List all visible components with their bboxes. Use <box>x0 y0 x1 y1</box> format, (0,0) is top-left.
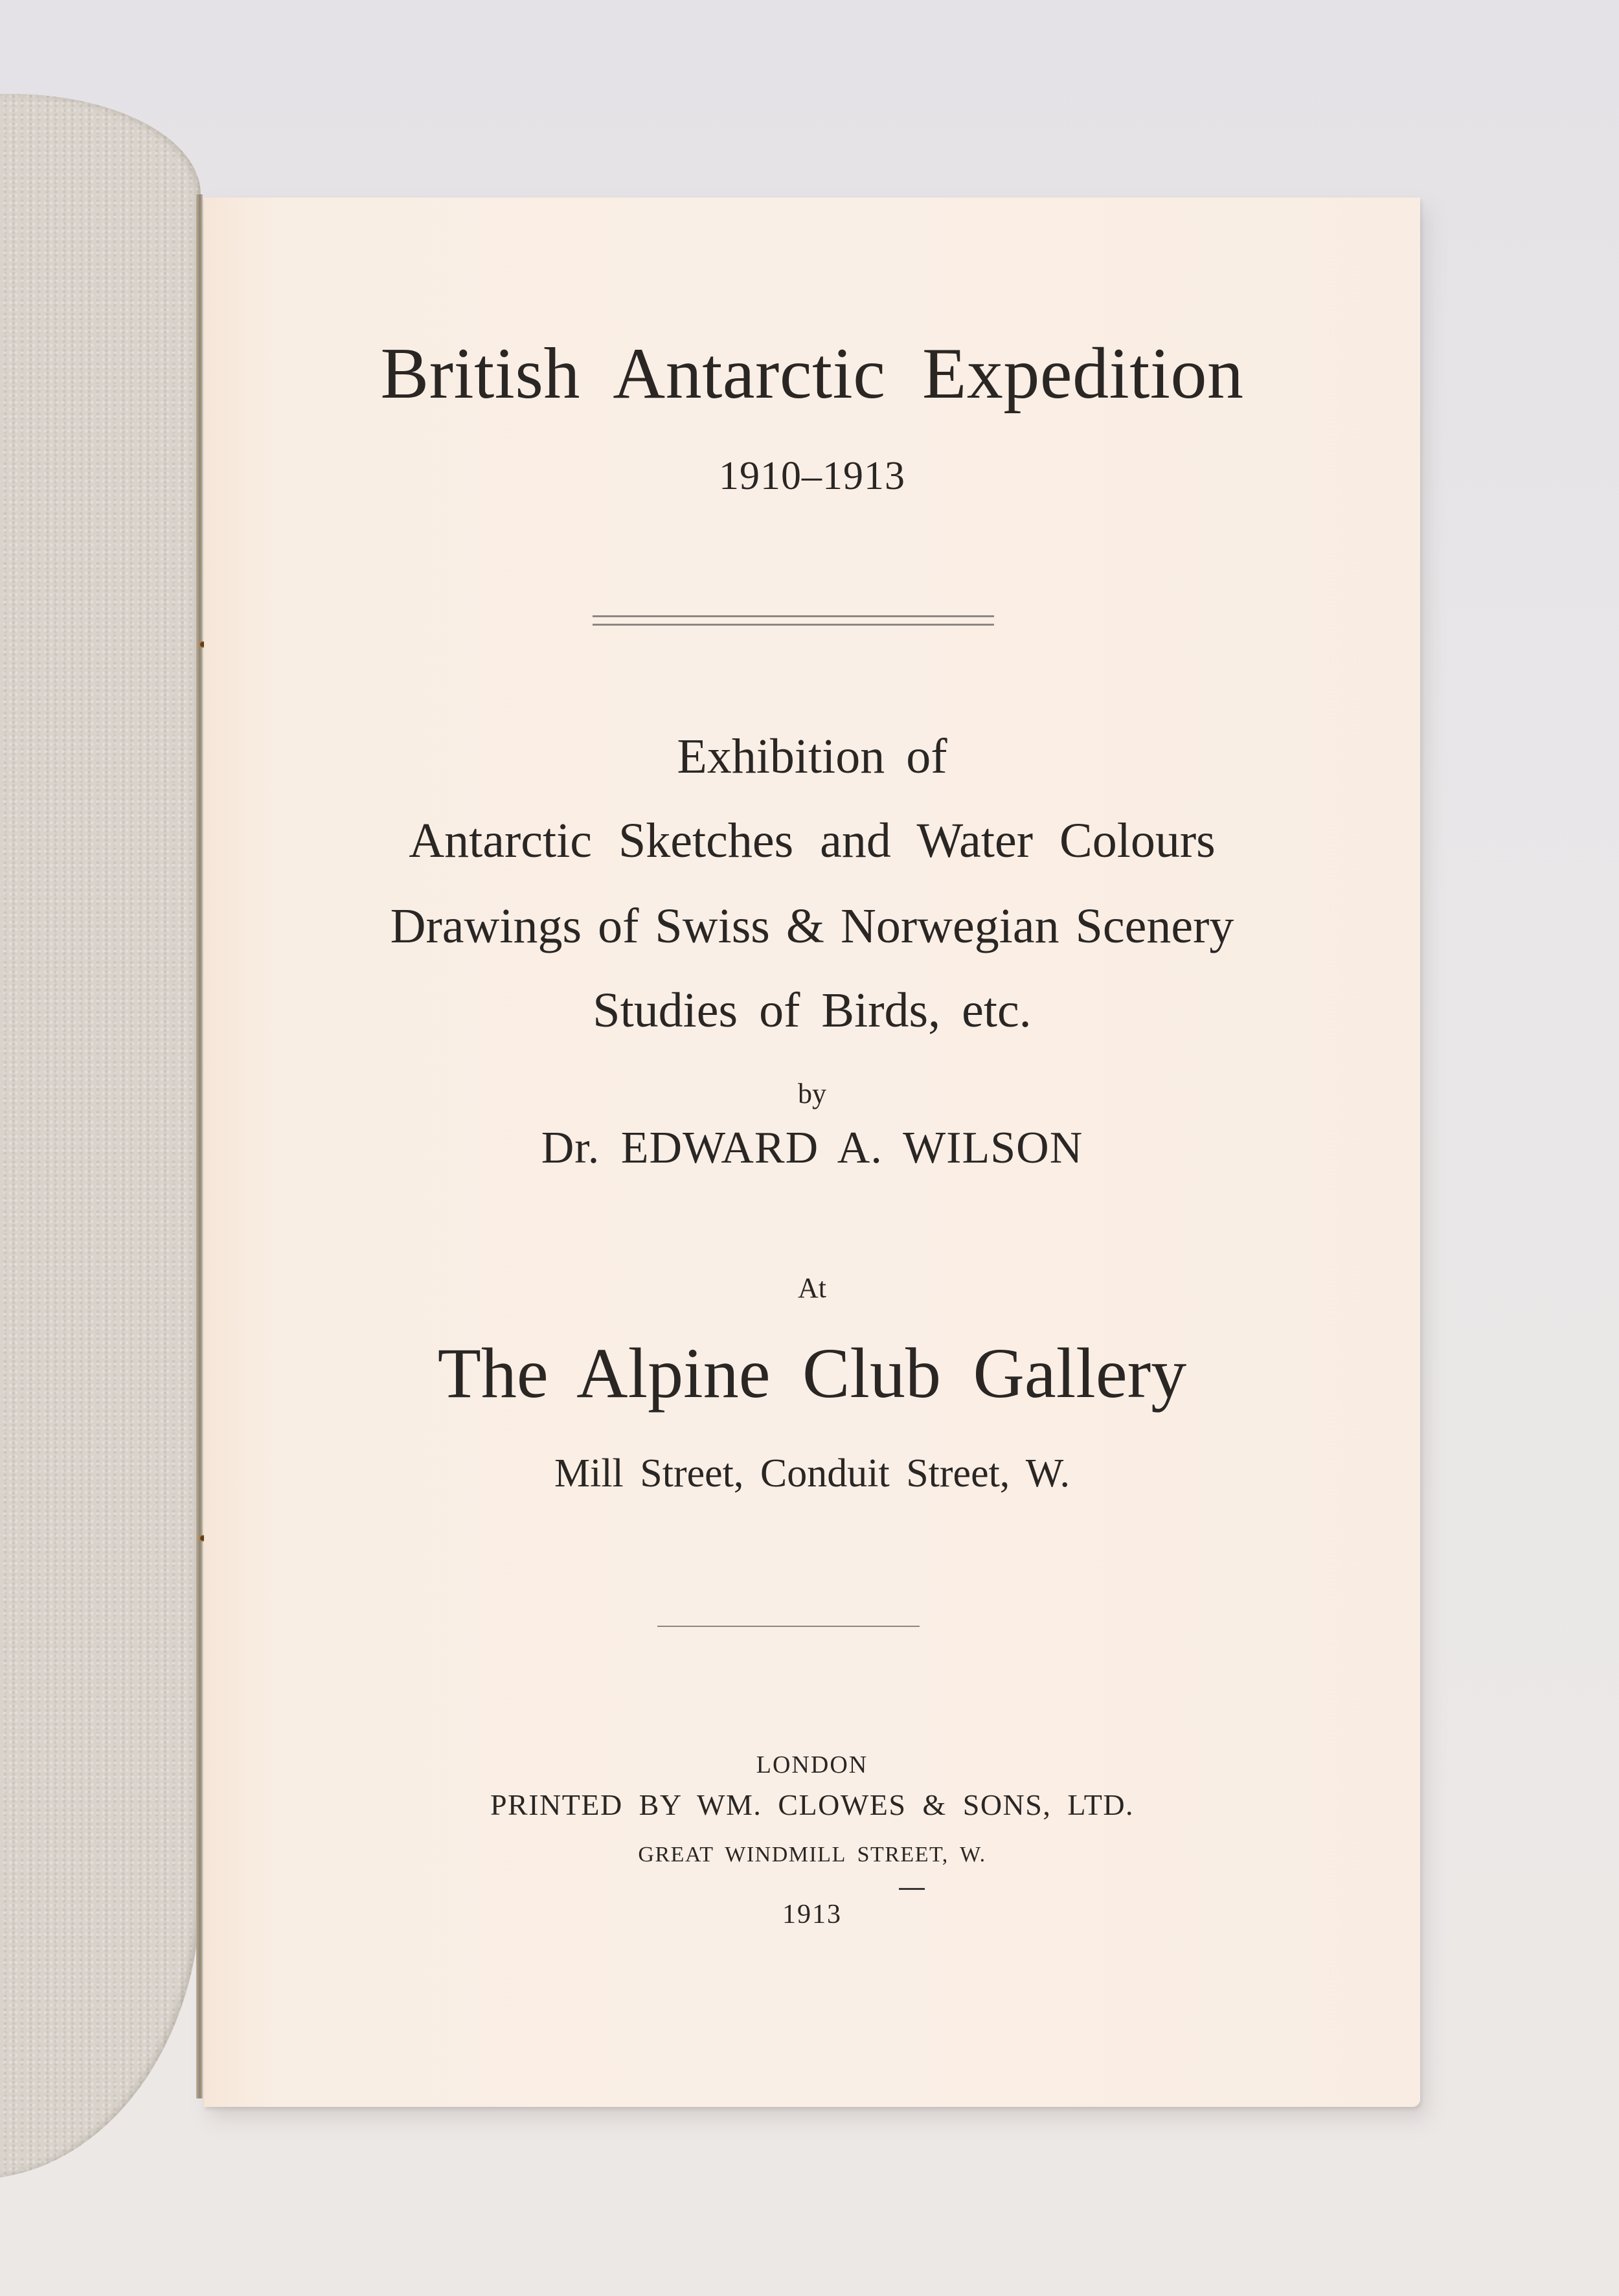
imprint-printer: PRINTED BY WM. CLOWES & SONS, LTD. <box>490 1788 1135 1821</box>
title-page <box>204 198 1420 2107</box>
subtitle-line-2: Antarctic Sketches and Water Colours <box>409 813 1216 868</box>
double-rule-bottom <box>593 624 994 626</box>
venue-address: Mill Street, Conduit Street, W. <box>554 1451 1070 1495</box>
section-rule <box>657 1626 920 1627</box>
author-name: Dr. EDWARD A. WILSON <box>541 1123 1083 1173</box>
imprint-dash <box>899 1888 925 1890</box>
expedition-years: 1910–1913 <box>719 454 905 498</box>
subtitle-line-4: Studies of Birds, etc. <box>593 983 1032 1038</box>
double-rule-top <box>593 615 994 617</box>
venue-name: The Alpine Club Gallery <box>437 1334 1187 1413</box>
at-label: At <box>798 1272 826 1304</box>
grey-cover-endpaper <box>0 94 201 2179</box>
imprint-address: GREAT WINDMILL STREET, W. <box>638 1843 986 1867</box>
subtitle-line-1: Exhibition of <box>677 729 947 784</box>
expedition-title: British Antarctic Expedition <box>380 334 1244 414</box>
imprint-city: LONDON <box>756 1751 868 1779</box>
spine-gutter <box>196 194 203 2098</box>
imprint-year: 1913 <box>782 1900 842 1929</box>
subtitle-line-3: Drawings of Swiss & Norwegian Scenery <box>390 899 1234 953</box>
by-label: by <box>798 1078 826 1109</box>
